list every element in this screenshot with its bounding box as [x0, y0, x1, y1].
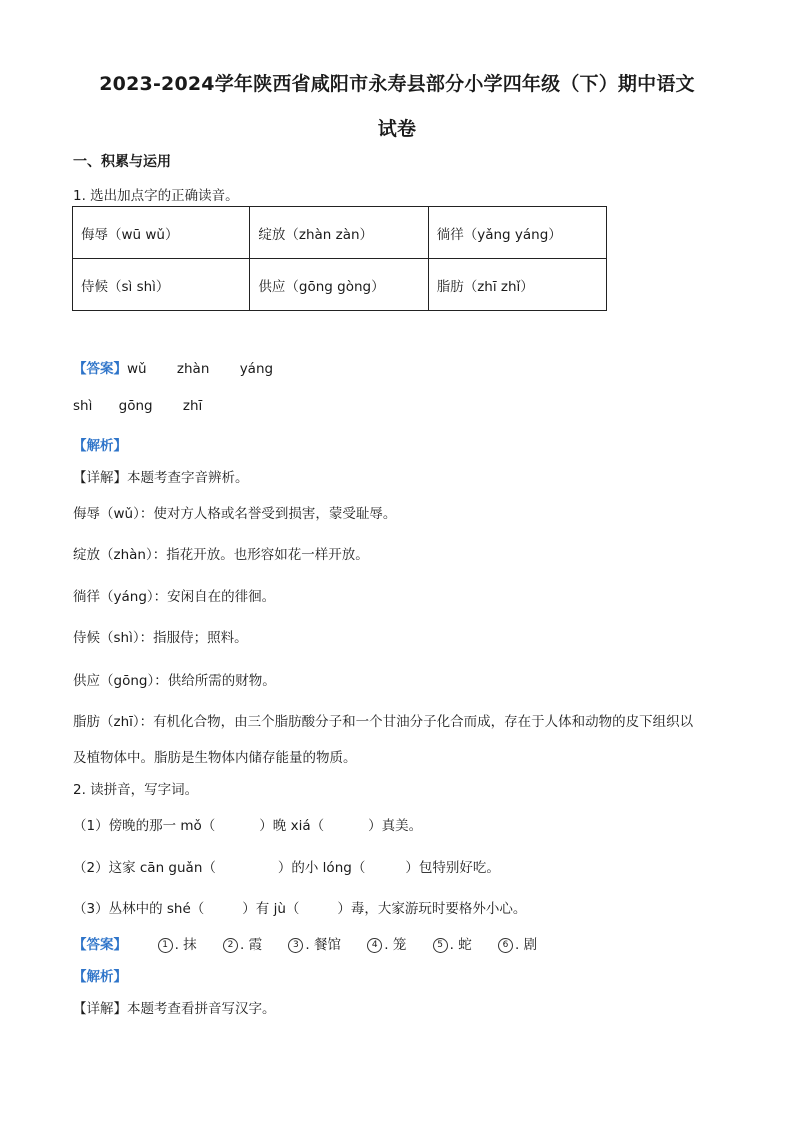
option-text: . 抹 [174, 937, 197, 953]
table-cell: 侍候（sì shì） [73, 259, 250, 311]
exam-title-line2: 试卷 [377, 118, 417, 140]
detail-label: 【详解】 [73, 1001, 127, 1017]
detail-text: 本题考查看拼音写汉字。 [127, 1001, 276, 1017]
item-text: ）有 jù（ [242, 901, 300, 917]
section-heading: 一、积累与运用 [73, 154, 171, 170]
item-text: ）的小 lóng（ [277, 860, 366, 876]
answer-value: zhàn [176, 361, 210, 377]
explanation-line: 脂肪（zhī）：有机化合物，由三个脂肪酸分子和一个甘油分子化合而成，存在于人体和动物的皮下组织以 [73, 714, 694, 730]
item-text: ）毒，大家游玩时要格外小心。 [337, 901, 527, 917]
circled-number: 6 [498, 938, 513, 953]
circled-number: 4 [367, 938, 382, 953]
answer-option [223, 937, 262, 953]
item-text: ）真美。 [368, 818, 423, 834]
item-text: ）包特别好吃。 [405, 860, 500, 876]
table-cell: 供应（gōng gòng） [250, 259, 428, 311]
explanation-line: 及植物体中。脂肪是生物体内储存能量的物质。 [73, 750, 357, 766]
explanation-line: 侍候（shì）：指服侍；照料。 [73, 630, 248, 646]
item-text: （1）傍晚的那一 mǒ（ [73, 818, 216, 834]
question-2-item-1 [73, 814, 422, 834]
answer-row-2 [73, 398, 202, 414]
explanation-line: 徜徉（yáng）：安闲自在的徘徊。 [73, 589, 276, 605]
analysis-label: 【解析】 [73, 438, 127, 454]
question-2-item-3 [73, 897, 526, 917]
option-text: . 笼 [384, 937, 407, 953]
option-text: . 霞 [239, 937, 263, 953]
answer-row-1 [73, 357, 273, 377]
analysis-tag [73, 965, 127, 985]
table-cell: 脂肪（zhī zhǐ） [428, 259, 606, 311]
explanation-line: 绽放（zhàn）：指花开放。也形容如花一样开放。 [73, 547, 369, 563]
circled-number: 2 [223, 938, 238, 953]
option-text: . 剧 [515, 937, 538, 953]
item-text: （3）丛林中的 shé（ [73, 901, 205, 917]
explanation-line: 侮辱（wǔ）：使对方人格或名誉受到损害，蒙受耻辱。 [73, 506, 397, 522]
detail-label: 【详解】 [73, 470, 127, 486]
question-2-item-2 [73, 856, 500, 876]
answer-option [433, 937, 472, 953]
answer-tag: 【答案】 [73, 937, 127, 953]
question-1-stem: 1. 选出加点字的正确读音。 [73, 188, 239, 204]
explanation-line: 供应（gōng）：供给所需的财物。 [73, 673, 276, 689]
answer-options [73, 933, 559, 953]
analysis-label: 【解析】 [73, 969, 127, 985]
detail-line [73, 997, 276, 1017]
table-cell: 侮辱（wū wǔ） [73, 207, 250, 259]
detail-line [73, 466, 249, 486]
pinyin-table [72, 206, 607, 311]
table-cell: 徜徉（yǎng yáng） [428, 207, 606, 259]
circled-number: 3 [288, 938, 303, 953]
option-text: . 蛇 [449, 937, 472, 953]
analysis-tag [73, 434, 127, 454]
detail-text: 本题考查字音辨析。 [127, 470, 249, 486]
exam-title-line1: 2023-2024学年陕西省咸阳市永寿县部分小学四年级（下）期中语文 [99, 73, 695, 95]
answer-option [367, 937, 406, 953]
circled-number: 1 [158, 938, 173, 953]
item-text: ）晚 xiá（ [259, 818, 325, 834]
circled-number: 5 [433, 938, 448, 953]
question-2-stem: 2. 读拼音，写字词。 [73, 782, 199, 798]
answer-value: yáng [239, 361, 274, 377]
answer-value: zhī [182, 398, 203, 414]
answer-option [288, 937, 341, 953]
item-text: （2）这家 cān guǎn（ [73, 860, 216, 876]
table-row [73, 259, 607, 311]
answer-value: shì [73, 398, 93, 414]
table-row [73, 207, 607, 259]
answer-option [498, 937, 537, 953]
answer-value: gōng [118, 398, 153, 414]
answer-value: wǔ [127, 361, 147, 377]
option-text: . 餐馆 [305, 937, 341, 953]
table-cell: 绽放（zhàn zàn） [250, 207, 428, 259]
answer-option [158, 937, 197, 953]
answer-tag: 【答案】 [73, 361, 127, 377]
